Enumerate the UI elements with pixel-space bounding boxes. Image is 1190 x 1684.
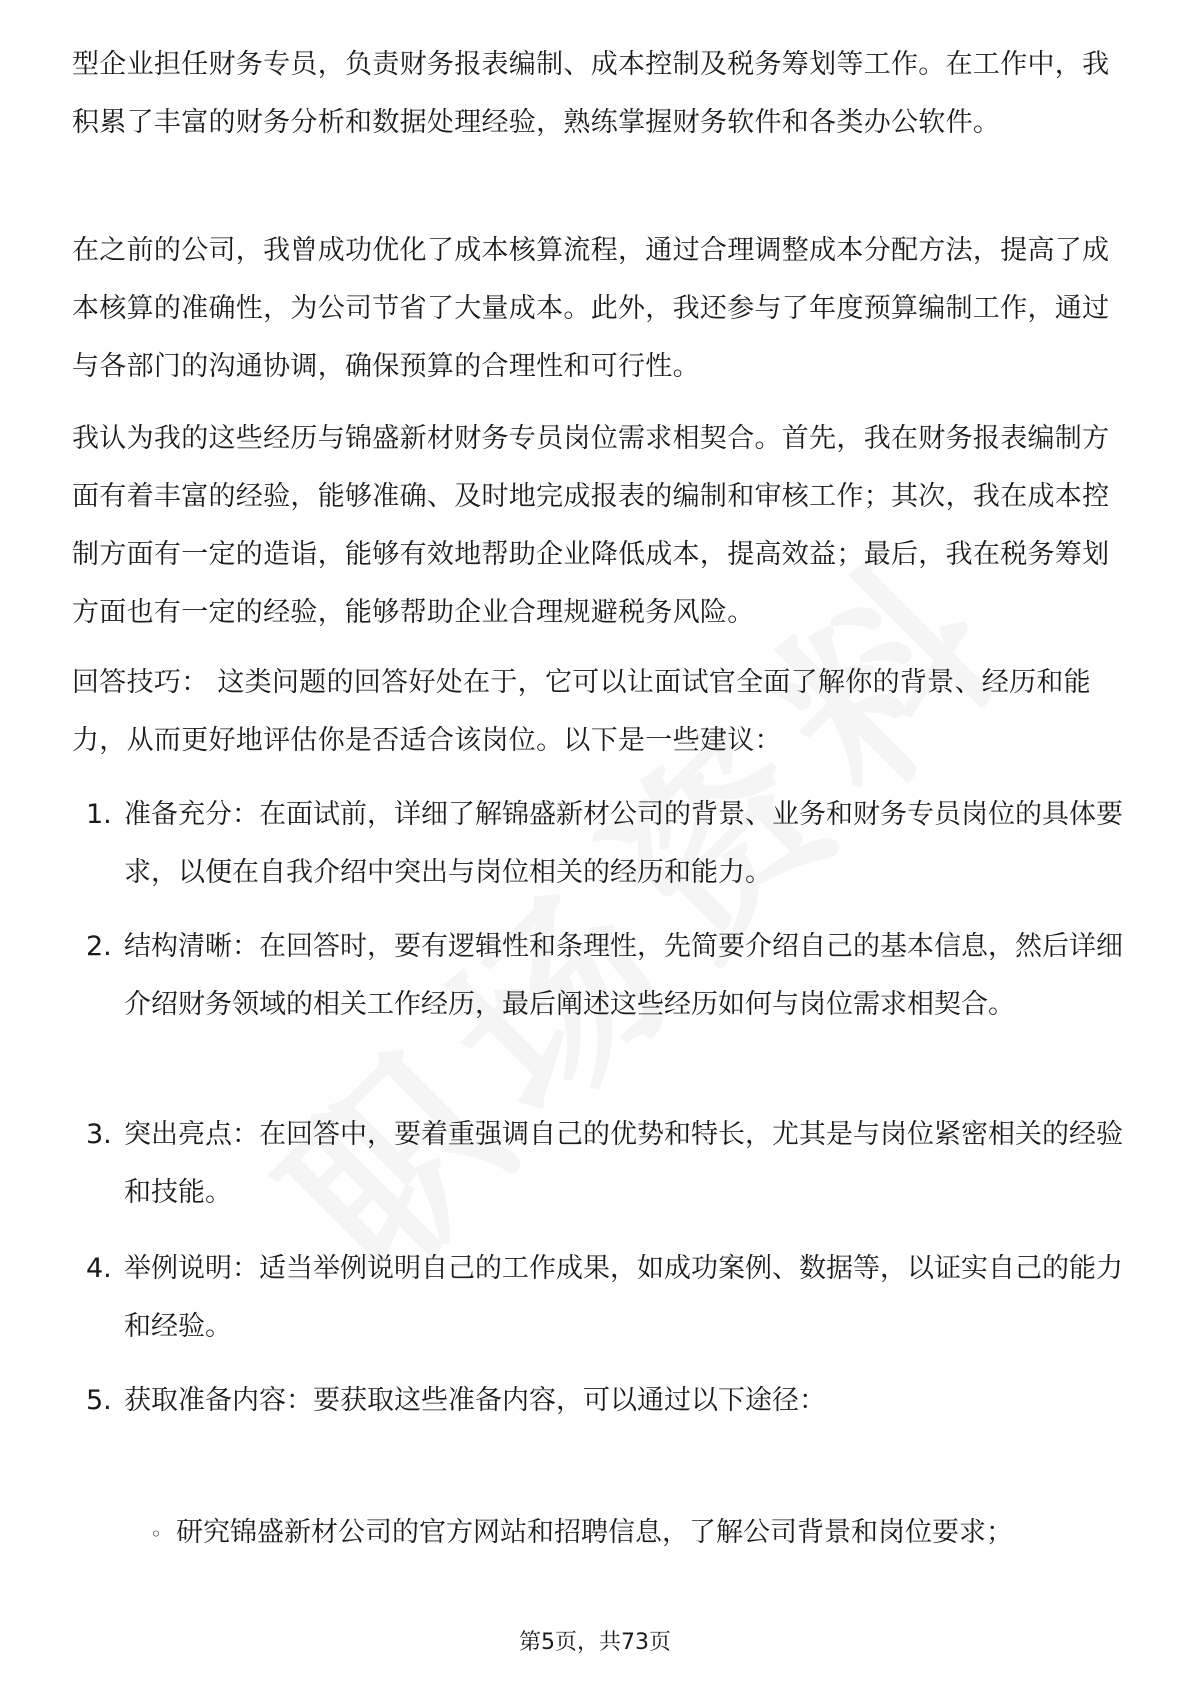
paragraph-experience-intro: 型企业担任财务专员，负责财务报表编制、成本控制及税务筹划等工作。在工作中，我积累了丰富的财务分析和数据处理经验，熟练掌握财务软件和各类办公软件。 (72, 49, 1110, 138)
list-item (72, 786, 1132, 902)
paragraph-previous-company: 在之前的公司，我曾成功优化了成本核算流程，通过合理调整成本分配方法，提高了成本核算的准确性，为公司节省了大量成本。此外，我还参与了年度预算编制工作，通过与各部门的沟通协调，确保预算的合理性和可行性。 (72, 235, 1110, 382)
list-text: 结构清晰：在回答时，要有逻辑性和条理性，先简要介绍自己的基本信息，然后详细介绍财务领域的相关工作经历，最后阐述这些经历如何与岗位需求相契合。 (124, 931, 1123, 1020)
bullet-icon: ◦ (150, 1521, 162, 1546)
list-item (72, 1240, 1132, 1356)
page-footer: 第5页，共73页 (519, 1630, 671, 1655)
list-number: 1. (86, 799, 112, 830)
list-item (72, 918, 1132, 1034)
list-text: 举例说明：适当举例说明自己的工作成果，如成功案例、数据等，以证实自己的能力和经验。 (124, 1253, 1123, 1342)
paragraph-fit-statement: 我认为我的这些经历与锦盛新材财务专员岗位需求相契合。首先，我在财务报表编制方面有着丰富的经验，能够准确、及时地完成报表的编制和审核工作；其次，我在成本控制方面有一定的造诣，能够有效地帮助企业降低成本，提高效益；最后，我在税务筹划方面也有一定的经验，能够帮助企业合理规避税务风险。 (72, 423, 1110, 628)
list-text: 获取准备内容：要获取这些准备内容，可以通过以下途径： (124, 1385, 826, 1416)
list-text: 准备充分：在面试前，详细了解锦盛新材公司的背景、业务和财务专员岗位的具体要求，以便在自我介绍中突出与岗位相关的经历和能力。 (124, 799, 1123, 888)
list-number: 3. (86, 1119, 112, 1150)
sub-list-item (150, 1504, 1130, 1563)
list-item (72, 1372, 1132, 1430)
list-text: 突出亮点：在回答中，要着重强调自己的优势和特长，尤其是与岗位紧密相关的经验和技能。 (124, 1119, 1123, 1208)
paragraph-answer-tips: 回答技巧： 这类问题的回答好处在于，它可以让面试官全面了解你的背景、经历和能力，从而更好地评估你是否适合该岗位。以下是一些建议： (72, 667, 1091, 756)
list-number: 2. (86, 931, 112, 962)
list-number: 5. (86, 1385, 112, 1416)
list-item (72, 1106, 1132, 1222)
sub-list-text: 研究锦盛新材公司的官方网站和招聘信息，了解公司背景和岗位要求； (176, 1517, 1013, 1548)
list-number: 4. (86, 1253, 112, 1284)
